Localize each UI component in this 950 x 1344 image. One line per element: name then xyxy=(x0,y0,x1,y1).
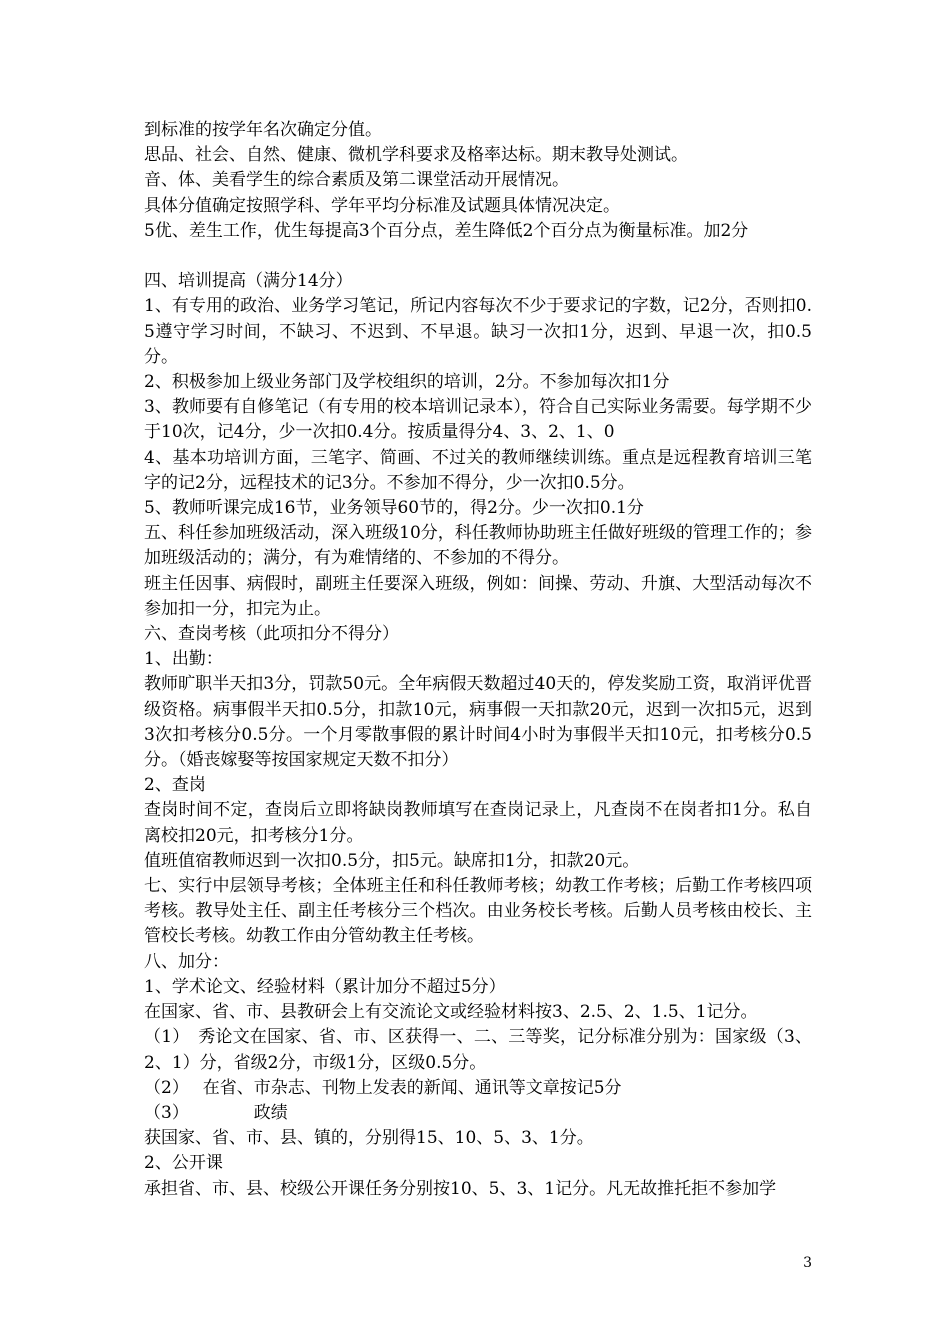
section-heading-training: 四、培训提高（满分14分） xyxy=(144,271,353,292)
section-heading-bonus: 八、加分： xyxy=(144,951,229,972)
paragraph-09: 2、积极参加上级业务部门及学校组织的培训，2分。不参加每次扣1分 xyxy=(144,372,670,393)
subheading-attendance: 1、出勤： xyxy=(144,649,223,670)
paragraph-28: 获国家、省、市、县、镇的，分别得15、10、5、3、1分。 xyxy=(144,1128,594,1149)
paragraph-24: 在国家、省、市、县教研会上有交流论文或经验材料按3、2.5、2、1.5、1记分。 xyxy=(144,1002,758,1023)
paragraph-17: 教师旷职半天扣3分，罚款50元。全年病假天数超过40天的，停发奖励工资，取消评优晋级资格。病事假半天扣0.5分，扣款10元，病事假一天扣款20元，迟到一次扣5元，迟到3次扣考核分0.5分。一个月零散事假的累计时间4小时为事假半天扣10元，扣考核分0.5分。（婚丧嫁娶等按国家规定天数不扣分） xyxy=(144,674,812,771)
paragraph-19: 查岗时间不定，查岗后立即将缺岗教师填写在查岗记录上，凡查岗不在岗者扣1分。私自离校扣20元，扣考核分1分。 xyxy=(144,800,812,846)
paragraph-02: 思品、社会、自然、健康、微机学科要求及格率达标。期末教导处测试。 xyxy=(144,145,688,166)
subheading-open-class: 2、公开课 xyxy=(144,1153,223,1174)
paragraph-10: 3、教师要有自修笔记（有专用的校本培训记录本），符合自己实际业务需要。每学期不少于10次，记4分，少一次扣0.4分。按质量得分4、3、2、1、0 xyxy=(144,397,812,443)
paragraph-30: 承担省、市、县、校级公开课任务分别按10、5、3、1记分。凡无故推托拒不参加学 xyxy=(144,1178,777,1199)
paragraph-12: 5、教师听课完成16节，业务领导60节的，得2分。少一次扣0.1分 xyxy=(144,498,644,519)
subheading-post-check: 2、查岗 xyxy=(144,775,206,796)
paragraph-26: （2） 在省、市杂志、刊物上发表的新闻、通讯等文章按记5分 xyxy=(144,1077,622,1098)
paragraph-20: 值班值宿教师迟到一次扣0.5分，扣5元。缺席扣1分，扣款20元。 xyxy=(144,850,640,871)
page-number: 3 xyxy=(803,1255,812,1271)
paragraph-04: 具体分值确定按照学科、学年平均分标准及试题具体情况决定。 xyxy=(144,195,620,216)
paragraph-08: 1、有专用的政治、业务学习笔记，所记内容每次不少于要求记的字数，记2分，否则扣0.5遵守学习时间，不缺习、不迟到、不早退。缺习一次扣1分，迟到、早退一次，扣0.5分。 xyxy=(144,296,812,367)
document-body xyxy=(144,118,812,1202)
section-heading-leadership-assessment: 七、实行中层领导考核；全体班主任和科任教师考核；幼教工作考核；后勤工作考核四项考核。教导处主任、副主任考核分三个档次。由业务校长考核。后勤人员考核由校长、主管校长考核。幼教工作由分管幼教主任考核。 xyxy=(144,876,812,947)
section-heading-attendance-check: 六、查岗考核（此项扣分不得分） xyxy=(144,624,399,645)
paragraph-27: （3） 政绩 xyxy=(144,1102,288,1123)
paragraph-03: 音、体、美看学生的综合素质及第二课堂活动开展情况。 xyxy=(144,170,569,191)
paragraph-14: 班主任因事、病假时，副班主任要深入班级，例如：间操、劳动、升旗、大型活动每次不参加扣一分，扣完为止。 xyxy=(144,573,812,619)
paragraph-05: 5优、差生工作，优生每提高3个百分点，差生降低2个百分点为衡量标准。加2分 xyxy=(144,220,749,241)
paragraph-25: （1） 秀论文在国家、省、市、区获得一、二、三等奖，记分标准分别为：国家级（3、2、1）分，省级2分，市级1分，区级0.5分。 xyxy=(144,1027,812,1073)
section-heading-class-activity: 五、科任参加班级活动，深入班级10分，科任教师协助班主任做好班级的管理工作的；参加班级活动的；满分，有为难情绪的、不参加的不得分。 xyxy=(144,523,812,569)
subheading-papers: 1、学术论文、经验材料（累计加分不超过5分） xyxy=(144,976,506,997)
blank-line xyxy=(144,244,812,269)
paragraph-11: 4、基本功培训方面，三笔字、简画、不过关的教师继续训练。重点是远程教育培训三笔字的记2分，远程技术的记3分。不参加不得分，少一次扣0.5分。 xyxy=(144,447,812,493)
paragraph-01: 到标准的按学年名次确定分值。 xyxy=(144,120,382,140)
